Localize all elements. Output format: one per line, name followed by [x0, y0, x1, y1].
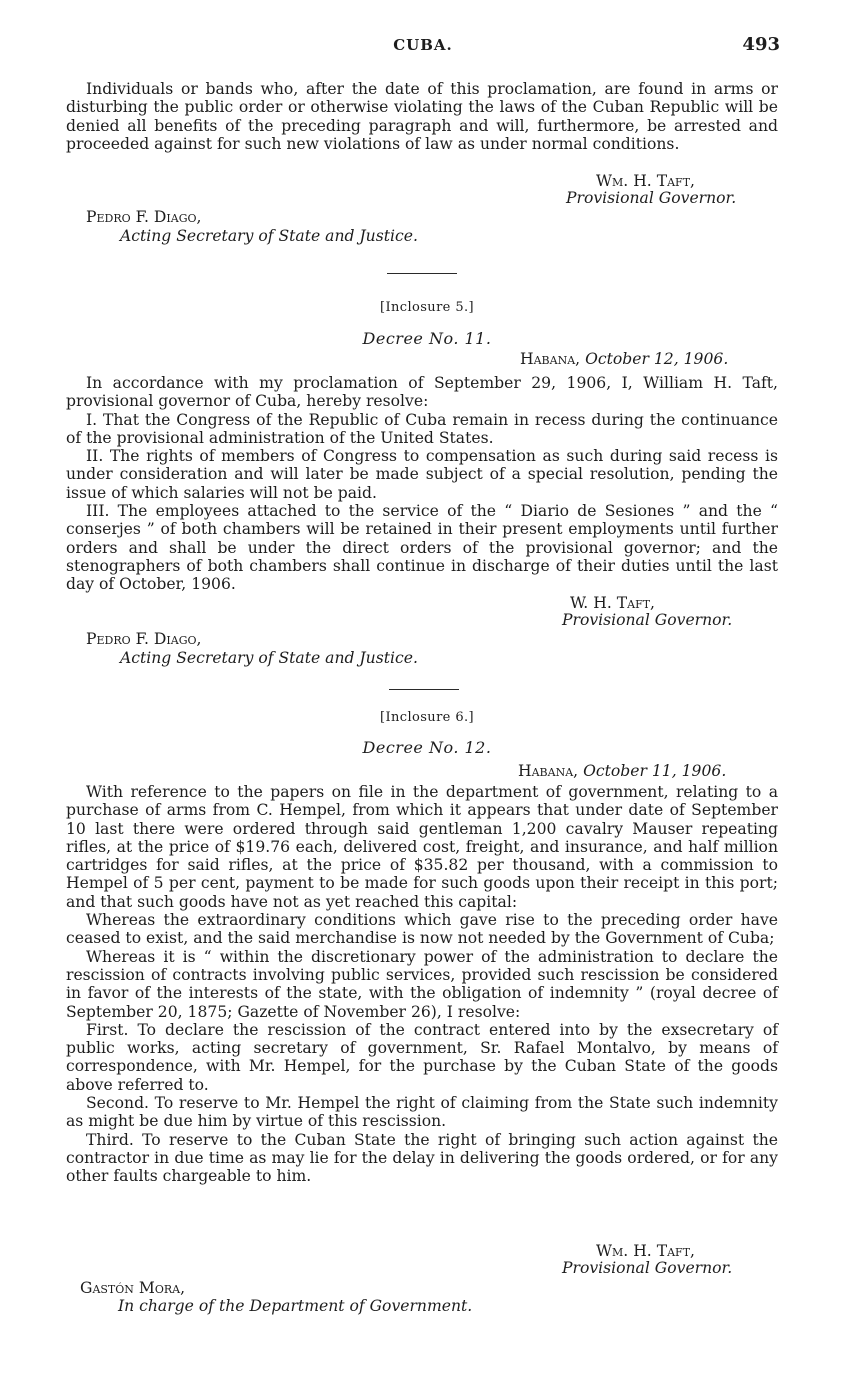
section-divider [387, 273, 457, 274]
decree-12-body [66, 783, 778, 1186]
proclamation-paragraph-block [66, 80, 778, 153]
signer-title: Provisional Governor. [562, 611, 733, 629]
dateline-date: October 11, 1906. [583, 762, 727, 780]
decree-title: Decree No. 11. [362, 329, 492, 348]
paragraph: Whereas the extraordinary conditions which gave rise to the preceding order have ceased to exist, and the said merchandise is now not needed by the Government of Cuba; [66, 911, 778, 948]
countersigner-title: In charge of the Department of Government. [118, 1297, 473, 1315]
paragraph: Whereas it is “ within the discretionary power of the administration to declare the rescission of contracts involving public services, provided such rescission be considered in favor of the interests of the state, with the obligation of indemnity ” (royal decree of September 20, 1875; Gazette of November 26), I resolve: [66, 947, 778, 1021]
countersigner-name: Pedro F. Diago, [86, 630, 202, 648]
running-title: CUBA. [393, 36, 453, 54]
inclosure-label: [Inclosure 6.] [379, 710, 474, 725]
decree-11-body [66, 374, 778, 594]
decree-title: Decree No. 12. [362, 738, 492, 757]
dateline-place: Habana, [518, 762, 579, 780]
signer-name: Wm. H. Taft, [596, 1242, 695, 1260]
countersigner-title: Acting Secretary of State and Justice. [120, 649, 418, 667]
countersigner-title: Acting Secretary of State and Justice. [120, 227, 418, 245]
section-divider [389, 689, 459, 690]
dateline-place: Habana, [520, 350, 581, 368]
countersigner-name: Gastón Mora, [80, 1279, 186, 1297]
paragraph: Second. To reserve to Mr. Hempel the right of claiming from the State such indemnity as might be due him by virtue of this rescission. [66, 1094, 778, 1131]
dateline-date: October 12, 1906. [585, 350, 729, 368]
dateline [520, 350, 728, 368]
paragraph: Third. To reserve to the Cuban State the right of bringing such action against the contractor in due time as may lie for the delay in delivering the goods ordered, or for any other faults chargeable to him. [66, 1130, 778, 1186]
running-header [66, 34, 780, 56]
paragraph: First. To declare the rescission of the contract entered into by the exsecretary of public works, acting secretary of government, Sr. Rafael Montalvo, by means of correspondence, with Mr. Hempel, for the purchase by the Cuban State of the goods above referred to. [66, 1020, 778, 1094]
countersigner-name: Pedro F. Diago, [86, 208, 202, 226]
dateline [518, 762, 726, 780]
signer-title: Provisional Governor. [562, 1259, 733, 1277]
paragraph: III. The employees attached to the service of the “ Diario de Sesiones ” and the “ conserjes ” of both chambers will be retained in their present employments until further orders and shall be under the direct orders of the provisional governor; and the stenographers of both chambers shall continue in discharge of their duties until the last day of October, 1906. [66, 502, 778, 594]
signer-title: Provisional Governor. [566, 189, 737, 207]
paragraph: With reference to the papers on file in the department of government, relating to a purchase of arms from C. Hempel, from which it appears that under date of September 10 last there were ordered through said gentleman 1,200 cavalry Mauser repeating rifles, at the price of $19.76 each, delivered cost, freight, and insurance, and half million cartridges for said rifles, at the price of $35.82 per thousand, with a commission to Hempel of 5 per cent, payment to be made for such goods upon their receipt in this port; and that such goods have not as yet reached this capital: [66, 783, 778, 911]
inclosure-label: [Inclosure 5.] [379, 300, 474, 315]
paragraph: In accordance with my proclamation of September 29, 1906, I, William H. Taft, provisional governor of Cuba, hereby resolve: [66, 374, 778, 411]
paragraph: I. That the Congress of the Republic of Cuba remain in recess during the continuance of the provisional administration of the United States. [66, 410, 778, 447]
paragraph: Individuals or bands who, after the date of this proclamation, are found in arms or disturbing the public order or otherwise violating the laws of the Cuban Republic will be denied all benefits of the preceding paragraph and will, furthermore, be arrested and proceeded against for such new violations of law as under normal conditions. [66, 80, 778, 153]
page-number: 493 [742, 34, 780, 55]
signer-name: Wm. H. Taft, [596, 172, 695, 190]
signer-name: W. H. Taft, [570, 594, 655, 612]
paragraph: II. The rights of members of Congress to compensation as such during said recess is under consideration and will later be made subject of a special resolution, pending the issue of which salaries will not be paid. [66, 447, 778, 502]
